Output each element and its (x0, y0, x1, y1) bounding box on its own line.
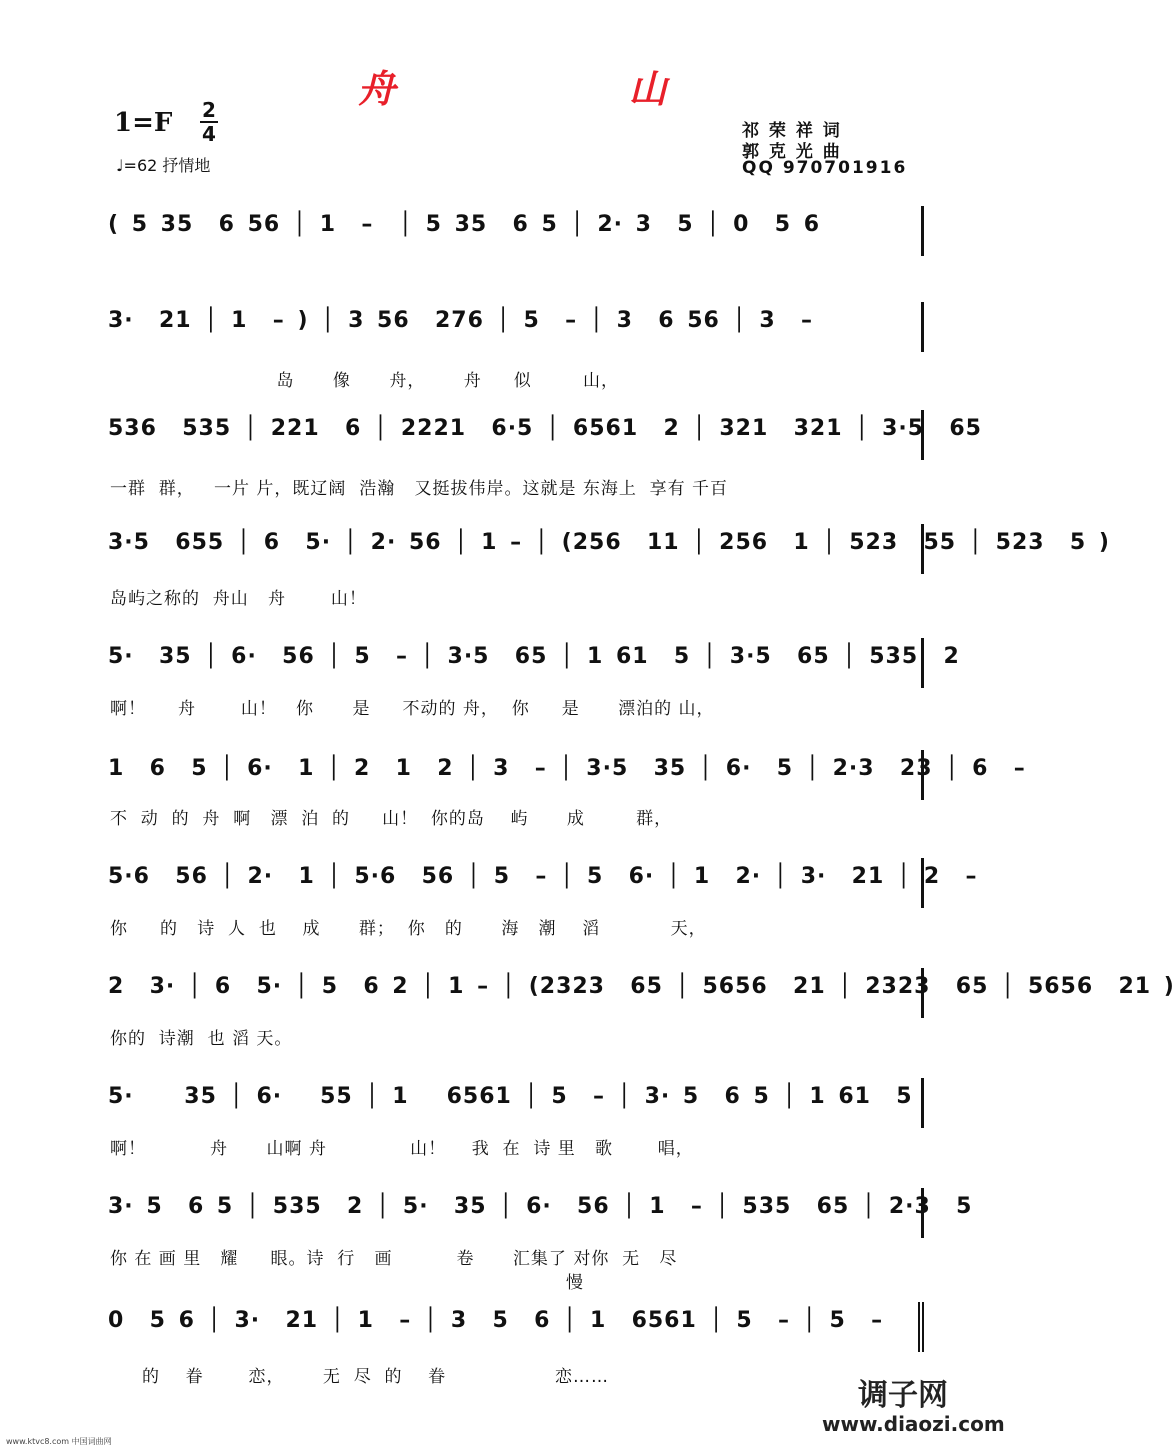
staff-row-6 (108, 750, 1039, 800)
notation-line: 1 6 5 │ 6· 1 │ 2 1 2 │ 3 – │ 3·5 35 │ 6· 5 │ 2·3 23 │ 6 – (108, 756, 1039, 781)
notation-line: ( 5 35 6 56 │ 1 – │ 5 35 6 5 │ 2· 3 5 │ 0 5 6 (108, 212, 833, 237)
meter-top: 2 (202, 98, 216, 122)
notation-line: 536 535 │ 221 6 │ 2221 6·5 │ 6561 2 │ 321 321 │ 3·5 65 (108, 416, 995, 441)
notation-line: 3· 21 │ 1 – ) │ 3 56 276 │ 5 – │ 3 6 56 │ 3 – (108, 308, 826, 333)
time-signature (200, 100, 218, 144)
lyric-line: 不 动 的 舟 啊 漂 泊 的 山！ 你的岛 屿 成 群， (110, 809, 673, 829)
footer-text: www.ktvc8.com 中国词曲网 (6, 1437, 112, 1446)
watermark-url: www.diaozi.com (822, 1412, 1005, 1436)
staff-row-11 (108, 1302, 924, 1352)
lyricist-credit: 祁 荣 祥 词 (742, 121, 842, 141)
lyric-line: 啊！ 舟 山啊 舟 山！ 我 在 诗 里 歌 唱， (110, 1139, 694, 1159)
notation-line: 0 5 6 │ 3· 21 │ 1 – │ 3 5 6 │ 1 6561 │ 5 – │ 5 – (108, 1308, 896, 1333)
lyric-line: 岛屿之称的 舟山 舟 山！ (110, 589, 367, 609)
lyric-line: 你 的 诗 人 也 成 群； 你 的 海 潮 滔 天， (110, 919, 707, 939)
notation-line: 5·6 56 │ 2· 1 │ 5·6 56 │ 5 – │ 5 6· │ 1 2· │ 3· 21 │ 2 – (108, 864, 991, 889)
song-title: 舟 山 (357, 67, 777, 111)
lyric-line: 啊！ 舟 山！ 你 是 不动的 舟， 你 是 漂泊的 山， (110, 699, 715, 719)
staff-row-3 (108, 410, 995, 460)
lyric-line: 你的 诗潮 也 滔 天。 (110, 1029, 293, 1049)
staff-row-4 (108, 524, 1110, 574)
meter-bottom: 4 (202, 122, 216, 146)
tempo-change-marking: 慢 (566, 1273, 583, 1293)
tempo-marking: ♩=62 抒情地 (116, 156, 211, 175)
composer-credit: 郭 克 光 曲 (742, 142, 842, 162)
lyric-line: 岛 像 舟， 舟 似 山， (110, 371, 620, 391)
lyric-line: 一群 群， 一片 片，既辽阔 浩瀚 又挺拔伟岸。这就是 东海上 享有 千百 (110, 479, 729, 499)
staff-row-2 (108, 302, 924, 352)
staff-row-10 (108, 1188, 986, 1238)
staff-row-8 (108, 968, 1175, 1018)
notation-line: 5· 35 │ 6· 56 │ 5 – │ 3·5 65 │ 1 61 5 │ 3·5 65 │ 535 2 (108, 644, 973, 669)
staff-row-1 (108, 206, 924, 256)
notation-line: 2 3· │ 6 5· │ 5 6 2 │ 1 – │ (2323 65 │ 5656 21 │ 2323 65 │ 5656 21 ) (108, 974, 1175, 999)
key-signature: 1=F (114, 108, 173, 138)
lyric-line: 你 在 画 里 耀 眼。诗 行 画 卷 汇集了 对你 无 尽 (110, 1249, 678, 1269)
lyric-line: 的 眷 恋， 无 尽 的 眷 恋…… (110, 1367, 609, 1387)
staff-row-5 (108, 638, 973, 688)
notation-line: 5· 35 │ 6· 55 │ 1 6561 │ 5 – │ 3· 5 6 5 │ 1 61 5 (108, 1084, 926, 1109)
notation-line: 3·5 655 │ 6 5· │ 2· 56 │ 1 – │ (256 11 │ 256 1 │ 523 55 │ 523 5 ) (108, 530, 1110, 555)
staff-row-7 (108, 858, 991, 908)
watermark-logo: 调子网 (858, 1378, 948, 1413)
staff-row-9 (108, 1078, 924, 1128)
notation-line: 3· 5 6 5 │ 535 2 │ 5· 35 │ 6· 56 │ 1 – │ 535 65 │ 2·3 5 (108, 1194, 986, 1219)
qq-credit: QQ 970701916 (742, 158, 908, 178)
